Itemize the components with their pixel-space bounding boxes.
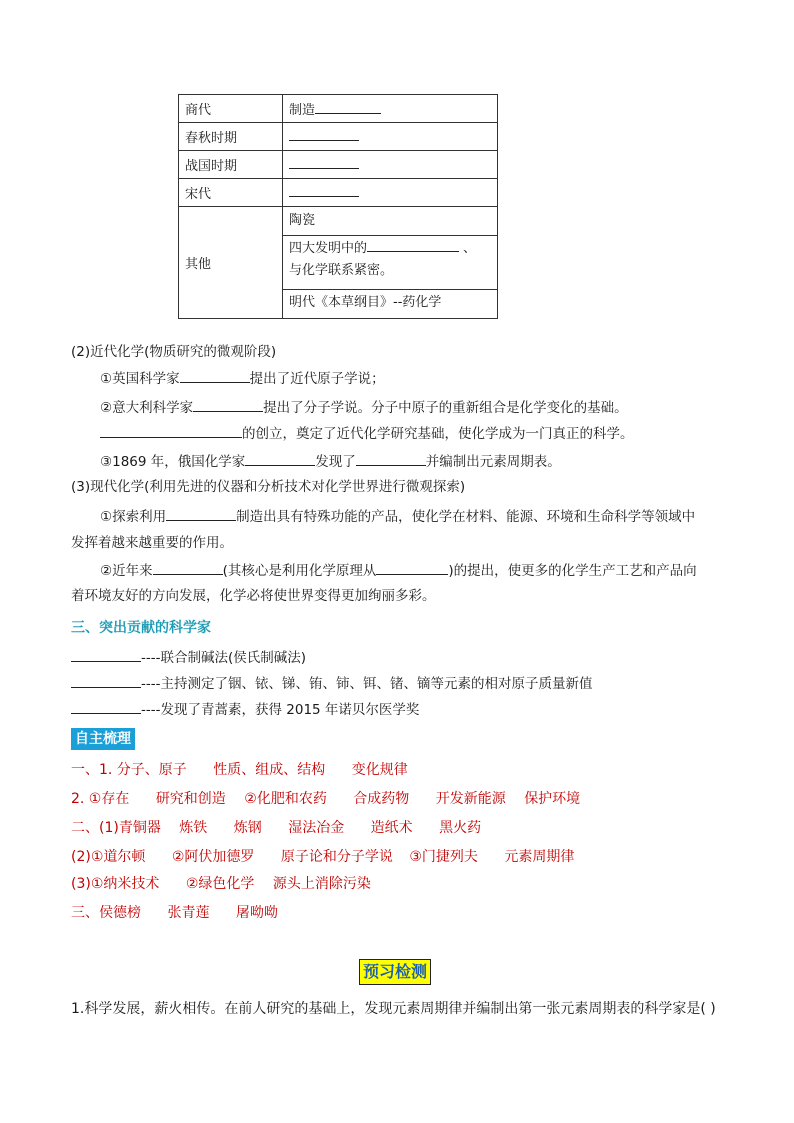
blank — [289, 128, 359, 141]
blank — [71, 700, 141, 714]
answer-text: 原子论和分子学说 — [280, 849, 393, 865]
answer-text: 三、侯德榜 — [71, 905, 141, 921]
content-text: 制造 — [289, 103, 316, 118]
text: ②近年来 — [100, 563, 153, 579]
text-line — [100, 398, 628, 417]
content-cell — [283, 207, 498, 319]
answer-text: 源头上消除污染 — [272, 876, 371, 892]
text: )的提出，使更多的化学生产工艺和产品向 — [448, 563, 697, 579]
blank — [100, 424, 242, 438]
text: ----联合制碱法(侯氏制碱法) — [141, 650, 307, 666]
answer-text: ③门捷列夫 — [409, 849, 478, 865]
answer-text: 黑火药 — [439, 820, 482, 836]
blank — [289, 184, 359, 197]
table-row — [179, 95, 498, 123]
answer-text: 一、1. 分子、原子 — [71, 762, 187, 778]
table-row — [179, 123, 498, 151]
blank — [71, 648, 141, 662]
text: 发现了 — [315, 454, 356, 470]
answer-text: 造纸术 — [370, 820, 413, 836]
answer-text: 湿法冶金 — [288, 820, 345, 836]
table-row — [179, 151, 498, 179]
text: 提出了近代原子学说； — [249, 371, 385, 387]
answer-text: ②阿伏加德罗 — [171, 849, 255, 865]
answer-text: 保护环境 — [524, 791, 581, 807]
table-row — [179, 207, 498, 319]
content-cell — [283, 151, 498, 179]
other-item: 陶瓷 — [289, 213, 316, 228]
text-line: 着环境友好的方向发展，化学必将使世界变得更加绚丽多彩。 — [71, 588, 436, 604]
text: 制造出具有特殊功能的产品，使化学在材料、能源、环境和生命科学等领域中 — [236, 509, 696, 525]
blank — [245, 452, 315, 466]
blank — [315, 101, 381, 114]
blank — [71, 674, 141, 688]
answer-text: 2. ①存在 — [71, 791, 130, 807]
preview-label: 预习检测 — [359, 959, 431, 985]
text-line — [100, 424, 634, 443]
content-cell — [283, 123, 498, 151]
history-table — [178, 94, 498, 319]
era-cell: 商代 — [179, 95, 283, 123]
other-text: 与化学联系紧密。 — [289, 263, 394, 278]
era-cell: 春秋时期 — [179, 123, 283, 151]
blank — [367, 239, 459, 252]
blank — [376, 561, 448, 575]
answer-text: 张青莲 — [167, 905, 210, 921]
text: ②意大利科学家 — [100, 400, 194, 416]
blank — [289, 156, 359, 169]
text: 的创立，奠定了近代化学研究基础，使化学成为一门真正的科学。 — [242, 426, 634, 442]
text-line — [71, 674, 592, 693]
section-heading: (2)近代化学(物质研究的微观阶段) — [71, 344, 277, 360]
other-text: 、 — [463, 241, 477, 256]
answer-line — [71, 760, 408, 780]
text-line — [100, 452, 561, 471]
other-text: 四大发明中的 — [289, 241, 368, 256]
blank — [193, 398, 263, 412]
text: 并编制出元素周期表。 — [425, 454, 561, 470]
answer-text: ②绿色化学 — [185, 876, 255, 892]
blank — [180, 369, 250, 383]
answer-line — [71, 874, 371, 894]
text-line: 发挥着越来越重要的作用。 — [71, 535, 233, 551]
answer-text: 变化规律 — [351, 762, 408, 778]
text: (其核心是利用化学原理从 — [222, 563, 377, 579]
answer-text: 炼铁 — [179, 820, 208, 836]
answer-text: 元素周期律 — [504, 849, 575, 865]
answer-text: 研究和创造 — [155, 791, 226, 807]
text-line — [100, 561, 697, 580]
answer-line — [71, 903, 278, 923]
text-line — [71, 648, 306, 667]
text: ----发现了青蒿素，获得 2015 年诺贝尔医学奖 — [141, 702, 420, 718]
blank — [153, 561, 223, 575]
answer-text: 开发新能源 — [435, 791, 506, 807]
scientists-heading: 三、突出贡献的科学家 — [71, 620, 211, 636]
answer-text: 炼钢 — [233, 820, 262, 836]
table-row — [179, 179, 498, 207]
era-cell: 其他 — [179, 207, 283, 319]
content-cell — [283, 95, 498, 123]
blank — [166, 507, 236, 521]
other-item — [283, 235, 497, 289]
question-1: 1.科学发展，薪火相传。在前人研究的基础上，发现元素周期律并编制出第一张元素周期表的科学家是( ) — [71, 1001, 716, 1017]
text: ----主持测定了铟、铱、锑、铕、铈、铒、锗、镝等元素的相对原子质量新值 — [141, 676, 593, 692]
era-cell: 战国时期 — [179, 151, 283, 179]
text: ①探索利用 — [100, 509, 167, 525]
other-item: 明代《本草纲目》--药化学 — [283, 289, 497, 318]
section-heading: (3)现代化学(利用先进的仪器和分析技术对化学世界进行微观探索) — [71, 479, 466, 495]
answer-text: 合成药物 — [353, 791, 410, 807]
blank — [356, 452, 426, 466]
answer-text: (2)①道尔顿 — [71, 849, 146, 865]
text: ③1869 年，俄国化学家 — [100, 454, 246, 470]
review-label: 自主梳理 — [71, 728, 135, 750]
answer-line — [71, 818, 481, 838]
answer-text: 性质、组成、结构 — [213, 762, 326, 778]
answer-line — [71, 789, 580, 809]
text: 提出了分子学说。分子中原子的重新组合是化学变化的基础。 — [263, 400, 628, 416]
era-cell: 宋代 — [179, 179, 283, 207]
answer-text: 二、(1)青铜器 — [71, 820, 161, 836]
answer-line — [71, 847, 574, 867]
text-line — [100, 369, 385, 388]
answer-text: ②化肥和农药 — [244, 791, 327, 807]
text-line — [71, 700, 419, 719]
answer-text: (3)①纳米技术 — [71, 876, 160, 892]
content-cell — [283, 179, 498, 207]
text-line — [100, 507, 695, 526]
text: ①英国科学家 — [100, 371, 180, 387]
answer-text: 屠呦呦 — [235, 905, 278, 921]
